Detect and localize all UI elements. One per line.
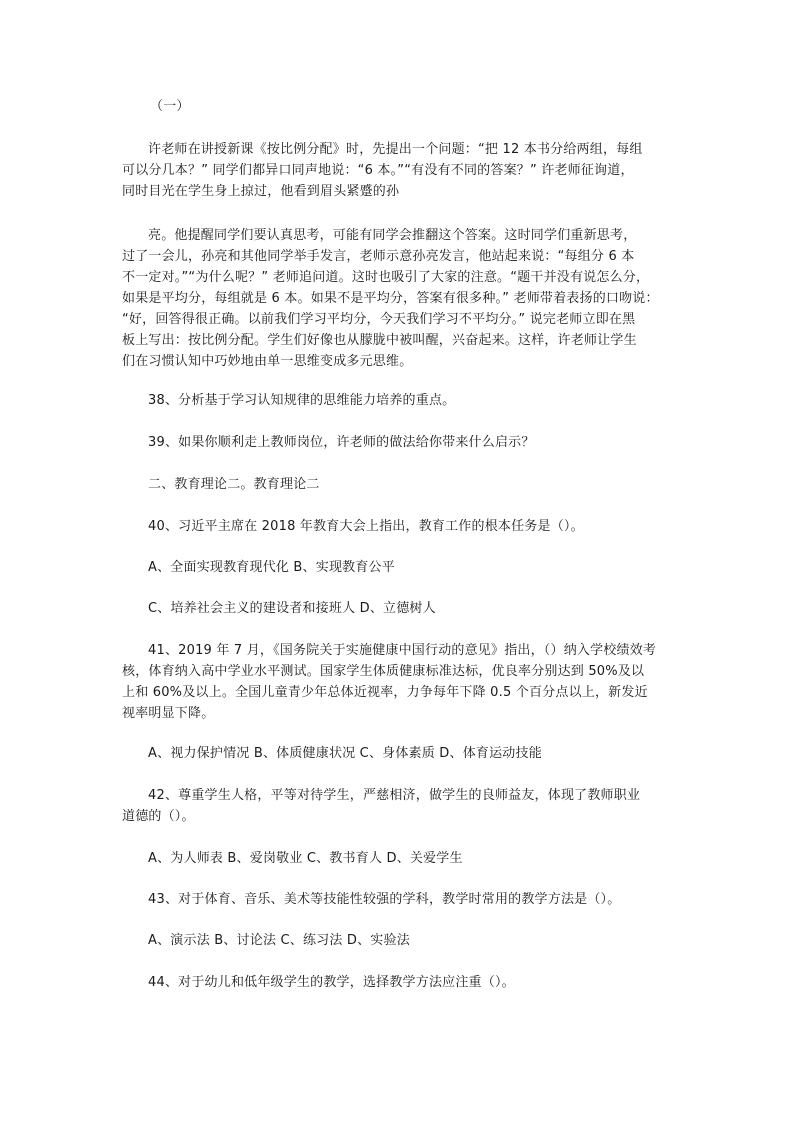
section-marker-text: （一） [150,99,190,114]
case-paragraph-2-line: 板上写出：按比例分配。学生们好像也从朦胧中被叫醒，兴奋起来。这样，许老师让学生 [122,333,637,348]
question-40-options-2 [148,598,683,619]
question-44 [148,972,683,993]
question-38-text: 38、分析基于学习认知规律的思维能力培养的重点。 [148,393,456,408]
question-39-text: 39、如果你顺利走上教师岗位，许老师的做法给你带来什么启示？ [148,435,535,450]
question-41-line: 核，体育纳入高中学业水平测试。国家学生体质健康标准达标，优良率分别达到 50%及以 [122,664,645,679]
case-paragraph-2-line: 不一定对。”“为什么呢？” 老师追问道。这时也吸引了大家的注意。“题干并没有说怎么分， [122,270,650,285]
question-41-options-text: A、视力保护情况 B、体质健康状况 C、身体素质 D、体育运动技能 [148,746,542,761]
case-paragraph-2-line: 亮。他提醒同学们要认真思考，可能有同学会推翻这个答案。这时同学们重新思考， [148,228,637,243]
case-paragraph-2-line: 过了一会儿，孙亮和其他同学举手发言，老师示意孙亮发言，他站起来说：“每组分 6 本 [122,249,635,264]
question-42-options [148,848,683,869]
question-42 [122,785,683,827]
section-two-heading-text: 二、教育理论二。教育理论二 [148,477,320,492]
case-paragraph-1-line: 许老师在讲授新课《按比例分配》时，先提出一个问题：“把 12 本书分给两组，每组 [148,142,643,157]
question-41 [122,640,683,724]
question-44-text: 44、对于幼儿和低年级学生的教学，选择教学方法应注重（）。 [148,975,515,990]
question-42-line: 道德的（）。 [122,809,195,824]
question-40-options-2-text: C、培养社会主义的建设者和接班人 D、立德树人 [148,601,436,616]
question-40-options-1 [148,557,683,578]
question-43-text: 43、对于体育、音乐、美术等技能性较强的学科，教学时常用的教学方法是（）。 [148,892,621,907]
question-42-options-text: A、为人师表 B、爱岗敬业 C、教书育人 D、关爱学生 [148,851,463,866]
question-41-line: 视率明显下降。 [122,706,215,721]
question-40-options-1-text: A、全面实现教育现代化 B、实现教育公平 [148,560,395,575]
case-paragraph-1-line: 同时目光在学生身上掠过，他看到眉头紧蹙的孙 [122,184,400,199]
question-40-text: 40、习近平主席在 2018 年教育大会上指出，教育工作的根本任务是（）。 [148,519,584,534]
question-41-options [148,743,683,764]
case-paragraph-2 [122,225,683,372]
case-paragraph-2-line: 们在习惯认知中巧妙地由单一思维变成多元思维。 [122,354,413,369]
question-39 [148,432,683,453]
question-42-line: 42、尊重学生人格，平等对待学生，严慈相济，做学生的良师益友，体现了教师职业 [148,788,641,803]
case-paragraph-2-line: 如果是平均分，每组就是 6 本。如果不是平均分，答案有很多种。” 老师带着表扬的口吻说： [122,291,659,306]
question-41-line: 41、2019 年 7 月，《国务院关于实施健康中国行动的意见》指出，（）纳入学校绩效考 [148,643,657,658]
question-38 [148,390,683,411]
section-two-heading [148,474,683,495]
case-paragraph-1-line: 可以分几本？” 同学们都异口同声地说：“6 本。”“有没有不同的答案？” 许老师征询道， [122,163,634,178]
section-marker [150,96,685,117]
case-paragraph-2-line: “好，回答得很正确。以前我们学习平均分，今天我们学习不平均分。” 说完老师立即在黑 [122,312,636,327]
question-43-options [148,930,683,951]
question-43 [148,889,683,910]
question-40 [148,516,683,537]
question-41-line: 上和 60%及以上。全国儿童青少年总体近视率，力争每年下降 0.5 个百分点以上，新发近 [122,685,648,700]
case-paragraph-1 [122,139,683,202]
question-43-options-text: A、演示法 B、讨论法 C、练习法 D、实验法 [148,933,410,948]
